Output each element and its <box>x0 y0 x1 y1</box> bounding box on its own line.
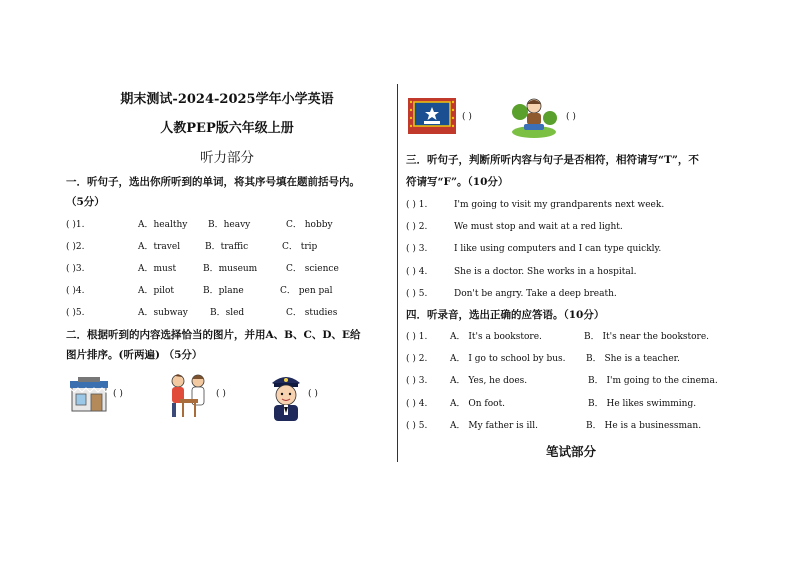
part4-list <box>406 326 736 437</box>
option-b: B．sled <box>210 308 245 318</box>
option-a: A． It's a bookstore. <box>450 331 542 342</box>
doctor-patient-icon <box>166 371 210 419</box>
picture-blank[interactable]: ( ) <box>216 389 226 399</box>
option-a: A． Yes, he does. <box>450 376 528 387</box>
answer-blank[interactable]: ( ) 2. <box>406 354 428 365</box>
option-c: C． trip <box>282 242 318 252</box>
option-b: B． I'm going to the cinema. <box>588 376 718 387</box>
answer-blank[interactable]: ( )4. <box>66 286 85 296</box>
police-officer-icon <box>266 371 306 421</box>
bookstore-icon <box>70 377 108 413</box>
answer-blank[interactable]: ( )2. <box>66 242 85 252</box>
statement-text: We must stop and wait at a red light. <box>454 222 623 233</box>
list-item <box>406 415 736 437</box>
answer-blank[interactable]: ( ) 3. <box>406 376 428 387</box>
answer-blank[interactable]: ( ) 2. <box>406 222 428 233</box>
part2-heading-cont: 图片排序。(听两遍) （5分） <box>66 349 203 361</box>
option-b: B． He likes swimming. <box>588 398 697 409</box>
picture-blank[interactable]: ( ) <box>308 389 318 399</box>
part3-heading-cont: 符请写“F”。（10分） <box>406 176 509 188</box>
part2-pictures-cont <box>406 92 736 140</box>
option-c: C． hobby <box>286 220 333 230</box>
option-a: A． My father is ill. <box>450 420 538 431</box>
option-c: C． pen pal <box>280 286 333 296</box>
option-a: A．travel <box>138 242 181 252</box>
left-column <box>66 86 388 425</box>
part1-score: （5分） <box>66 196 105 208</box>
option-b: B．plane <box>203 286 244 296</box>
list-item <box>406 393 736 415</box>
option-c: C． studies <box>286 308 338 318</box>
part1-heading: 一．听句子，选出你所听到的单词，将其序号填在题前括号内。 <box>66 176 360 188</box>
part3-list <box>406 194 736 305</box>
option-a: A．pilot <box>138 286 175 296</box>
cinema-icon <box>408 98 456 134</box>
answer-blank[interactable]: ( ) 4. <box>406 398 428 409</box>
picture-blank[interactable]: ( ) <box>113 389 123 399</box>
list-item <box>66 236 388 258</box>
option-b: B．museum <box>203 264 258 274</box>
option-b: B．heavy <box>208 220 251 230</box>
written-section-title: 笔试部分 <box>545 443 596 459</box>
option-b: B． She is a teacher. <box>586 354 680 365</box>
statement-text: She is a doctor. She works in a hospital. <box>454 266 637 277</box>
option-b: B． It's near the bookstore. <box>584 331 710 342</box>
statement-text: Don't be angry. Take a deep breath. <box>454 288 617 299</box>
option-a: A．healthy <box>138 220 188 230</box>
list-item <box>406 238 736 260</box>
list-item <box>406 216 736 238</box>
part2-heading: 二．根据听到的内容选择恰当的图片，并用A、B、C、D、E给 <box>66 329 361 341</box>
picture-blank[interactable]: ( ) <box>462 112 472 122</box>
part3-heading: 三．听句子，判断所听内容与句子是否相符，相符请写“T”，不 <box>406 154 699 166</box>
list-item <box>406 348 736 370</box>
part4-heading: 四．听录音，选出正确的应答语。（10分） <box>406 308 605 321</box>
picture-blank[interactable]: ( ) <box>566 112 576 122</box>
answer-blank[interactable]: ( ) 3. <box>406 244 428 255</box>
exam-title: 期末测试-2024-2025学年小学英语 <box>120 92 334 107</box>
list-item <box>406 283 736 305</box>
list-item <box>66 280 388 302</box>
list-item <box>406 194 736 216</box>
list-item <box>406 261 736 283</box>
list-item <box>66 258 388 280</box>
list-item <box>406 326 736 348</box>
right-column <box>406 86 736 460</box>
option-a: A．must <box>138 264 177 274</box>
list-item <box>406 370 736 392</box>
part2-pictures <box>66 371 388 425</box>
answer-blank[interactable]: ( )5. <box>66 308 85 318</box>
option-c: C． science <box>286 264 339 274</box>
list-item <box>66 302 388 324</box>
answer-blank[interactable]: ( )1. <box>66 220 85 230</box>
statement-text: I like using computers and I can type quickly. <box>454 244 662 255</box>
answer-blank[interactable]: ( ) 1. <box>406 331 428 342</box>
column-divider <box>397 84 398 462</box>
answer-blank[interactable]: ( )3. <box>66 264 85 274</box>
exam-subtitle: 人教PEP版六年级上册 <box>160 121 294 136</box>
option-a: A．subway <box>138 308 188 318</box>
statement-text: I'm going to visit my grandparents next week. <box>454 200 665 210</box>
listening-section-title: 听力部分 <box>200 150 254 166</box>
park-boy-icon <box>510 94 558 138</box>
option-a: A． On foot. <box>450 398 506 409</box>
answer-blank[interactable]: ( ) 1. <box>406 200 428 210</box>
answer-blank[interactable]: ( ) 4. <box>406 266 428 277</box>
option-b: B． He is a businessman. <box>586 420 702 431</box>
answer-blank[interactable]: ( ) 5. <box>406 288 428 299</box>
answer-blank[interactable]: ( ) 5. <box>406 420 428 431</box>
option-b: B．traffic <box>205 242 249 252</box>
part1-list <box>66 214 388 324</box>
option-a: A． I go to school by bus. <box>450 354 566 365</box>
list-item <box>66 214 388 236</box>
